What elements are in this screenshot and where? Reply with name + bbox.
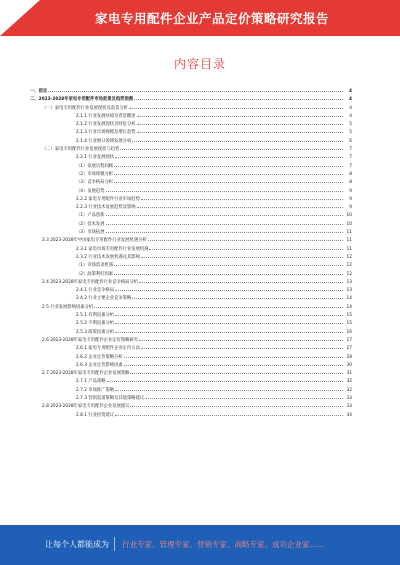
report-title: 家电专用配件企业产品定价策略研究报告 [95, 11, 330, 26]
toc-entry[interactable] [30, 401, 352, 409]
toc-page-number: 8 [349, 171, 352, 177]
toc-entry-text: （1）发展历程回顾 [76, 163, 114, 169]
toc-entry[interactable] [30, 368, 352, 376]
toc-entry-text: （3）市场拓展 [76, 230, 105, 236]
toc-page-number: 4 [349, 97, 352, 103]
toc-page-number: 31 [346, 371, 352, 377]
toc-entry-text: 2.7 2023-2028年家电专用配件企业发展策略 [42, 371, 130, 377]
toc-entry[interactable] [30, 285, 352, 293]
toc-entry[interactable] [30, 235, 352, 243]
toc-entry-text: 2.7.3 营销渠道策略及其他策略建议 [76, 395, 145, 401]
toc-leader-dots [124, 360, 343, 366]
toc-entry[interactable] [30, 161, 352, 169]
toc-page-number: 4 [349, 105, 352, 111]
toc-entry[interactable] [30, 111, 352, 119]
toc-leader-dots [141, 194, 343, 200]
toc-page-number: 11 [346, 246, 352, 252]
toc-entry-text: （2）技术发展 [76, 221, 105, 227]
toc-entry[interactable] [30, 169, 352, 177]
toc-entry[interactable] [30, 293, 352, 301]
toc-page-number: 28 [346, 354, 352, 360]
toc-page-number: 15 [346, 313, 352, 319]
toc-page-number: 30 [346, 362, 352, 368]
footer-tagline: 行业专家、管理专家、营销专家、战略专家、成功企业家…… [122, 540, 325, 549]
toc-page-number: 9 [349, 188, 352, 194]
toc-page-number: 12 [346, 254, 352, 260]
toc-entry[interactable] [30, 177, 352, 185]
toc-page-number: 15 [346, 321, 352, 327]
toc-entry[interactable] [30, 136, 352, 144]
toc-leader-dots [114, 260, 343, 266]
toc-entry-text: 2.8.1 行业投资建议 [76, 412, 115, 418]
toc-entry[interactable] [30, 119, 352, 127]
toc-entry-text: 2.4.1 行业竞争格局 [76, 288, 115, 294]
toc-entry-text: （二）家电专用配件行业发展现状与趋势 [42, 147, 120, 153]
toc-page-number: 11 [346, 238, 352, 244]
toc-entry[interactable] [30, 385, 352, 393]
toc-page-number: 6 [349, 138, 352, 144]
toc-page-number: 9 [349, 205, 352, 211]
toc-page-number: 9 [349, 196, 352, 202]
toc-leader-dots [115, 410, 343, 416]
toc-page-number: 16 [346, 329, 352, 335]
toc-leader-dots [139, 277, 343, 283]
toc-entry-text: 2.5.3 政策因素分析 [76, 329, 115, 335]
toc-page-number: 7 [349, 163, 352, 169]
toc-entry[interactable] [30, 227, 352, 235]
header-corner-decoration [0, 0, 40, 36]
toc-leader-dots [129, 103, 343, 109]
toc-entry[interactable] [30, 302, 352, 310]
toc-leader-dots [132, 136, 343, 142]
toc-entry-text: 2.3.1 家电市场专用配件行业发展机遇 [76, 246, 149, 252]
toc-entry-text: 2.1.3 行业市场规模及增长趋势 [76, 130, 136, 136]
table-of-contents [30, 86, 352, 418]
toc-entry-text: 2.8 2023-2028年家电专用配件企业发展建议 [42, 404, 130, 410]
toc-page-number: 32 [346, 387, 352, 393]
toc-page-number: 13 [346, 288, 352, 294]
toc-entry-text: （1）产品创新 [76, 213, 105, 219]
toc-entry[interactable] [30, 194, 352, 202]
toc-leader-dots [106, 227, 343, 233]
toc-title: 内容目录 [173, 57, 226, 71]
toc-entry[interactable] [30, 86, 352, 94]
toc-entry[interactable] [30, 127, 352, 135]
toc-page-number: 7 [349, 147, 352, 153]
toc-page-number: 5 [349, 122, 352, 128]
toc-entry-text: 2.5.2 不利因素分析 [76, 321, 115, 327]
toc-page-number: 10 [346, 221, 352, 227]
toc-page-number: 33 [346, 395, 352, 401]
toc-leader-dots [114, 161, 343, 167]
toc-page-number: 10 [346, 213, 352, 219]
toc-entry[interactable] [30, 210, 352, 218]
toc-entry-text: （4）发展趋势 [76, 188, 105, 194]
toc-entry-text: 2.6.3 企业定价影响因素 [76, 362, 123, 368]
toc-leader-dots [115, 152, 343, 158]
toc-entry[interactable] [30, 335, 352, 343]
toc-page-number: 34 [346, 412, 352, 418]
toc-entry[interactable] [30, 219, 352, 227]
header-banner [0, 0, 400, 36]
toc-entry-text: 2.2.1 行业发展现状 [76, 155, 115, 161]
toc-entry[interactable] [30, 410, 352, 418]
toc-entry[interactable] [30, 310, 352, 318]
footer-divider [114, 537, 115, 551]
toc-page-number: 12 [346, 271, 352, 277]
toc-entry-text: 2.3 2023-2028年中国家电专用配件行业发展机遇分析 [42, 238, 147, 244]
toc-leader-dots [106, 186, 343, 192]
toc-entry[interactable] [30, 252, 352, 260]
toc-entry-text: （1）市场需求机遇 [76, 263, 114, 269]
toc-leader-dots [107, 376, 344, 382]
toc-leader-dots [139, 335, 343, 341]
toc-page-number: 11 [346, 230, 352, 236]
toc-leader-dots [145, 393, 343, 399]
toc-page-number: 7 [349, 155, 352, 161]
toc-entry[interactable] [30, 343, 352, 351]
toc-entry[interactable] [30, 202, 352, 210]
toc-leader-dots [141, 252, 343, 258]
toc-leader-dots [124, 352, 343, 358]
toc-leader-dots [106, 219, 343, 225]
toc-entry-text: 2.4.2 行业主要企业竞争策略 [76, 296, 132, 302]
toc-entry-text: （3）竞争格局分析 [76, 180, 114, 186]
toc-entry-text: 2.6.1 家电专用配件企业定价方法 [76, 346, 140, 352]
toc-leader-dots [137, 111, 343, 117]
toc-leader-dots [148, 235, 343, 241]
toc-leader-dots [106, 210, 343, 216]
toc-entry-text: 二、2023-2028年家电专用配件市场前景及趋势预测 [30, 97, 134, 103]
footer-banner [0, 525, 400, 565]
toc-page-number: 33 [346, 404, 352, 410]
toc-leader-dots [114, 177, 343, 183]
toc-page-number: 8 [349, 180, 352, 186]
toc-leader-dots [120, 144, 343, 150]
toc-entry-text: 2.1.1 行业发展环境及背景概述 [76, 113, 136, 119]
toc-leader-dots [115, 318, 343, 324]
toc-leader-dots [115, 327, 343, 333]
toc-leader-dots [94, 302, 343, 308]
toc-page-number: 13 [346, 279, 352, 285]
toc-entry[interactable] [30, 360, 352, 368]
toc-leader-dots [114, 269, 343, 275]
toc-leader-dots [137, 127, 343, 133]
toc-entry-text: 2.3.2 行业技术发展机遇及其影响 [76, 254, 140, 260]
toc-entry-text: 2.2.2 家电专用配件行业市场趋势 [76, 196, 140, 202]
toc-leader-dots [115, 385, 343, 391]
toc-entry[interactable] [30, 393, 352, 401]
toc-entry[interactable] [30, 376, 352, 384]
toc-page-number: 14 [346, 296, 352, 302]
toc-leader-dots [130, 401, 343, 407]
toc-entry-text: 2.2.3 行业技术发展趋势及影响 [76, 205, 136, 211]
toc-entry-text: （一）家电专用配件行业发展现状及前景分析 [42, 105, 128, 111]
toc-entry[interactable] [30, 186, 352, 194]
toc-leader-dots [134, 94, 343, 100]
toc-page-number: 27 [346, 346, 352, 352]
toc-entry[interactable] [30, 318, 352, 326]
toc-entry-text: 2.7.1 产品策略 [76, 379, 106, 385]
toc-entry[interactable] [30, 94, 352, 102]
toc-entry-text: 2.5.1 有利因素分析 [76, 313, 115, 319]
toc-entry[interactable] [30, 277, 352, 285]
toc-leader-dots [137, 202, 343, 208]
toc-entry-text: （2）政策利好因素 [76, 271, 114, 277]
toc-entry-text: （2）市场规模分析 [76, 171, 114, 177]
toc-entry-text: 2.7.2 市场推广策略 [76, 387, 115, 393]
toc-leader-dots [132, 293, 343, 299]
toc-page-number: 4 [349, 113, 352, 119]
toc-entry-text: 2.5 行业发展影响因素分析 [42, 304, 94, 310]
toc-entry[interactable] [30, 144, 352, 152]
toc-entry[interactable] [30, 260, 352, 268]
toc-page-number: 14 [346, 304, 352, 310]
toc-leader-dots [114, 169, 343, 175]
toc-page-number: 17 [346, 337, 352, 343]
toc-leader-dots [115, 310, 343, 316]
toc-entry[interactable] [30, 269, 352, 277]
toc-leader-dots [130, 368, 343, 374]
toc-leader-dots [137, 119, 343, 125]
toc-page-number: 5 [349, 130, 352, 136]
toc-entry-text: 2.1.4 行业细分领域发展分析 [76, 138, 132, 144]
toc-entry-text: 2.1.2 行业发展现状及特征分析 [76, 122, 136, 128]
toc-page-number: 4 [349, 89, 352, 94]
toc-page-number: 12 [346, 263, 352, 269]
toc-entry[interactable] [30, 352, 352, 360]
toc-entry-text: 2.4 2023-2028年家电专用配件行业竞争格局分析 [42, 279, 139, 285]
toc-leader-dots [149, 244, 343, 250]
toc-entry-text: 2.6.2 企业定价策略分析 [76, 354, 123, 360]
toc-entry-text: 一、前言 [30, 89, 48, 94]
toc-leader-dots [141, 343, 343, 349]
footer-slogan: 让每个人都能成为 [45, 540, 109, 549]
toc-entry[interactable] [30, 152, 352, 160]
toc-leader-dots [48, 86, 343, 92]
toc-entry-text: 2.6 2023-2028年家电专用配件企业定价策略研究 [42, 337, 139, 343]
toc-page-number: 32 [346, 379, 352, 385]
toc-entry[interactable] [30, 103, 352, 111]
toc-entry[interactable] [30, 327, 352, 335]
toc-leader-dots [115, 285, 343, 291]
toc-entry[interactable] [30, 244, 352, 252]
